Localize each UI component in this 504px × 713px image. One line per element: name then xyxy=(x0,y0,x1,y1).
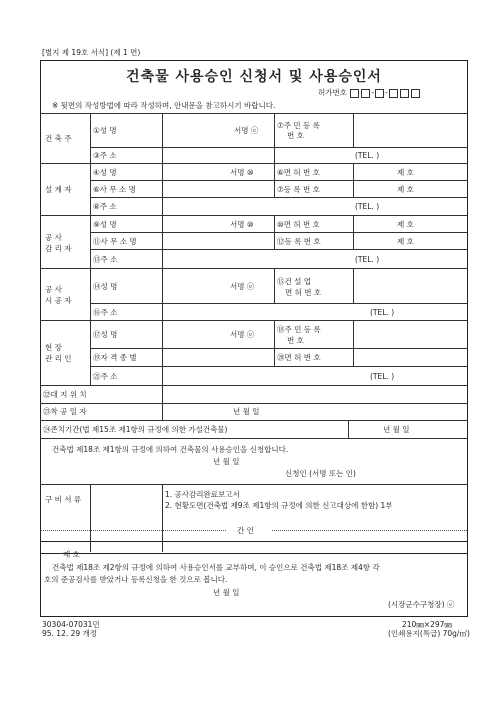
designer-license-value: 제 호 xyxy=(397,168,414,177)
site-manager-name-label: ⑰성 명 xyxy=(93,330,118,339)
designer-sign-label: 서명 ⑩ xyxy=(230,168,254,177)
site-manager-section-label-2: 관 리 인 xyxy=(45,354,72,363)
form-code: 30304-07031민 xyxy=(42,620,100,629)
contractor-license-label: ⑮건 설 업 xyxy=(277,277,312,286)
certificate-date: 년 월 일 xyxy=(213,588,240,597)
owner-name-label: ①성 명 xyxy=(93,126,117,135)
applicant-signature: 신청인 (서명 또는 인) xyxy=(285,469,356,478)
supervisor-sign-label: 서명 ⑩ xyxy=(230,220,254,229)
site-manager-qual-label: ⑲자 격 종 별 xyxy=(93,353,137,362)
supervisor-tel: (TEL. ) xyxy=(355,255,380,264)
contractor-license-label-2: 면 허 번 호 xyxy=(285,288,322,297)
cut-line-right xyxy=(272,530,467,531)
guide-note: ※ 뒷면의 작성방법에 따라 작성하며, 안내문을 참고하시기 바랍니다. xyxy=(52,101,276,110)
contractor-name-label: ⑭성 명 xyxy=(93,282,118,291)
contractor-tel: (TEL. ) xyxy=(370,308,395,317)
supervisor-license-label: ⑩면 허 번 호 xyxy=(277,220,320,229)
contractor-address-label: ⑯주 소 xyxy=(93,308,118,317)
document-item-1: 1. 공사감리완료보고서 xyxy=(165,490,240,499)
supervisor-section-label-2: 감 리 자 xyxy=(45,244,72,253)
permit-number-label: 허가번호 - - xyxy=(318,88,421,98)
designer-office-label: ⑥사 무 소 명 xyxy=(93,185,136,194)
supervisor-license-value: 제 호 xyxy=(397,220,414,229)
supervisor-section-label: 공 사 xyxy=(45,233,62,242)
certificate-issuer: (시장군수구청장) ⓔ xyxy=(388,600,455,609)
owner-sign-label: 서명 ⓔ xyxy=(234,126,259,135)
site-manager-address-label: ㉑주 소 xyxy=(93,372,118,381)
supervisor-name-label: ⑨성 명 xyxy=(93,220,117,229)
owner-section-label: 건 축 주 xyxy=(45,134,72,143)
supervisor-reg-label: ⑫등 록 번 호 xyxy=(277,237,321,246)
start-date-label: ㉓착 공 일 자 xyxy=(43,407,87,416)
designer-tel: (TEL. ) xyxy=(355,202,380,211)
contractor-section-label-2: 시 공 자 xyxy=(45,296,72,305)
owner-id-label-2: 번 호 xyxy=(287,131,304,140)
retention-period-value: 년 월 일 xyxy=(383,425,410,434)
designer-address-label: ⑧주 소 xyxy=(93,202,117,211)
cut-line-left xyxy=(40,530,226,531)
certificate-text-1: 건축법 제18조 제2항의 규정에 의하여 사용승인서를 교부하며, 이 승인으로 건축법 제18조 제4항 각 xyxy=(52,563,380,572)
site-location-label: ㉒대 지 위 치 xyxy=(43,390,87,399)
retention-period-label: ㉔존치기간(법 제15조 제1항의 규정에 의한 가설건축물) xyxy=(43,425,228,434)
designer-name-label: ④성 명 xyxy=(93,168,117,177)
form-number: [별지 제 19호 서식] (제 1 면) xyxy=(42,48,141,57)
contractor-sign-label: 서명 ⓔ xyxy=(230,282,255,291)
form-title: 건축물 사용승인 신청서 및 사용승인서 xyxy=(126,69,382,85)
documents-label: 구 비 서 류 xyxy=(45,495,82,504)
site-manager-id-label: ⑱주 민 등 록 xyxy=(277,325,321,334)
owner-id-label: ⑦주 민 등 록 xyxy=(277,121,320,130)
application-statement: 건축법 제18조 제1항의 규정에 의하여 건축물의 사용승인을 신청합니다. xyxy=(52,445,289,454)
site-manager-license-label: ⑳면 허 번 호 xyxy=(277,353,321,362)
contractor-section-label: 공 사 xyxy=(45,285,62,294)
site-manager-tel: (TEL. ) xyxy=(370,372,395,381)
designer-section-label: 설 계 자 xyxy=(45,185,72,194)
paper-size: 210㎜×297㎜ xyxy=(402,620,452,629)
owner-tel: (TEL. ) xyxy=(355,151,380,160)
application-date: 년 월 일 xyxy=(213,457,240,466)
designer-reg-value: 제 호 xyxy=(397,185,414,194)
paper-spec: (인쇄용지(특급) 70g/㎡) xyxy=(388,629,470,638)
cut-seal-label: 간 인 xyxy=(237,526,254,535)
document-item-2: 2. 현황도면(건축법 제9조 제1항의 규정에 의한 신고대상에 한함) 1부 xyxy=(165,501,393,510)
owner-address-label: ③주 소 xyxy=(93,151,117,160)
certificate-number: 제 호 xyxy=(63,550,80,559)
site-manager-sign-label: 서명 ⓔ xyxy=(230,330,255,339)
supervisor-address-label: ⑬주 소 xyxy=(93,255,118,264)
revision-date: 95. 12. 29 개정 xyxy=(42,629,98,638)
designer-reg-label: ⑦등 록 번 호 xyxy=(277,185,320,194)
designer-license-label: ⑥면 허 번 호 xyxy=(277,168,320,177)
certificate-text-2: 호의 준공검사를 받았거나 등록신청을 한 것으로 봅니다. xyxy=(44,575,228,584)
start-date-value: 년 월 일 xyxy=(233,407,260,416)
supervisor-reg-value: 제 호 xyxy=(397,237,414,246)
site-manager-id-label-2: 번 호 xyxy=(287,336,304,345)
supervisor-office-label: ⑪사 무 소 명 xyxy=(93,237,137,246)
site-manager-section-label: 현 장 xyxy=(45,343,62,352)
